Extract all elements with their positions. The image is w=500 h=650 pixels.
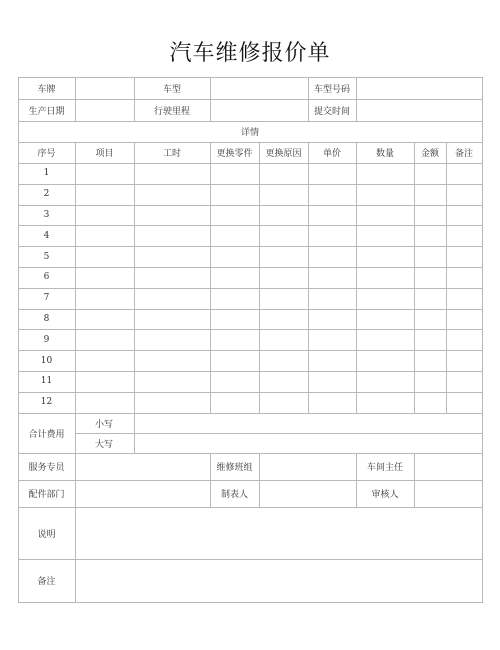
table-cell[interactable] (308, 371, 356, 392)
preparer-label: 制表人 (220, 490, 248, 500)
table-cell[interactable] (75, 288, 134, 309)
column-header-3: 工时 (162, 149, 181, 159)
table-cell[interactable] (308, 350, 356, 371)
table-cell[interactable] (308, 329, 356, 350)
repair-team-field[interactable] (259, 453, 356, 480)
row-number: 9 (43, 334, 50, 345)
table-cell[interactable] (356, 225, 414, 246)
table-cell[interactable] (259, 205, 308, 226)
table-cell[interactable] (308, 246, 356, 267)
table-cell[interactable] (75, 246, 134, 267)
table-cell[interactable] (308, 288, 356, 309)
table-cell[interactable] (134, 225, 210, 246)
table-cell[interactable] (356, 288, 414, 309)
reviewer-label: 审核人 (371, 490, 399, 500)
total-label: 合计费用 (28, 429, 65, 440)
submit-time-field[interactable] (356, 99, 482, 121)
row-number: 1 (43, 168, 50, 179)
table-cell[interactable] (414, 371, 446, 392)
repair-team-label: 维修班组 (216, 463, 253, 473)
table-cell[interactable] (446, 371, 482, 392)
table-cell[interactable] (210, 163, 259, 184)
table-cell[interactable] (446, 329, 482, 350)
column-header-4: 更换零件 (216, 149, 253, 159)
row-number: 10 (40, 355, 53, 366)
table-cell[interactable] (446, 288, 482, 309)
table-cell[interactable] (356, 184, 414, 205)
model-field[interactable] (210, 77, 308, 99)
table-cell[interactable] (210, 329, 259, 350)
table-cell[interactable] (210, 267, 259, 288)
table-cell[interactable] (134, 329, 210, 350)
table-cell[interactable] (75, 392, 134, 413)
table-cell[interactable] (308, 267, 356, 288)
plate-label: 车牌 (37, 84, 56, 95)
table-cell[interactable] (259, 309, 308, 330)
table-cell[interactable] (446, 184, 482, 205)
table-cell[interactable] (414, 392, 446, 413)
row-number: 6 (43, 272, 50, 283)
parts-dept-label: 配件部门 (28, 490, 65, 500)
table-cell[interactable] (259, 184, 308, 205)
column-header-6: 单价 (322, 149, 341, 159)
production-date-field[interactable] (75, 99, 134, 121)
table-cell[interactable] (134, 309, 210, 330)
column-header-1: 序号 (37, 149, 56, 159)
table-cell[interactable] (414, 184, 446, 205)
table-cell[interactable] (210, 246, 259, 267)
table-cell[interactable] (308, 205, 356, 226)
table-cell[interactable] (356, 267, 414, 288)
table-cell[interactable] (134, 350, 210, 371)
table-cell[interactable] (259, 392, 308, 413)
column-header-5: 更换原因 (265, 149, 302, 159)
table-cell[interactable] (75, 163, 134, 184)
table-cell[interactable] (414, 329, 446, 350)
table-cell[interactable] (446, 309, 482, 330)
table-cell[interactable] (414, 350, 446, 371)
table-cell[interactable] (356, 205, 414, 226)
row-number: 3 (43, 209, 50, 220)
mileage-label: 行驶里程 (153, 106, 190, 117)
row-number: 12 (40, 397, 53, 408)
row-number: 4 (43, 230, 50, 241)
description-field[interactable] (75, 507, 482, 559)
table-cell[interactable] (75, 371, 134, 392)
table-cell[interactable] (134, 184, 210, 205)
remarks-label: 备注 (37, 577, 56, 587)
row-number: 8 (43, 313, 50, 324)
table-cell[interactable] (210, 225, 259, 246)
grid-vline (482, 77, 483, 602)
plate-field[interactable] (75, 77, 134, 99)
table-cell[interactable] (75, 350, 134, 371)
page-title: 汽车维修报价单 (169, 41, 331, 66)
remarks-field[interactable] (75, 559, 482, 602)
table-cell[interactable] (414, 163, 446, 184)
details-label: 详情 (240, 128, 259, 138)
table-cell[interactable] (134, 371, 210, 392)
total-lowercase-field[interactable] (134, 413, 482, 433)
table-cell[interactable] (356, 329, 414, 350)
service-rep-field[interactable] (75, 453, 210, 480)
table-cell[interactable] (259, 267, 308, 288)
table-cell[interactable] (446, 163, 482, 184)
table-cell[interactable] (414, 267, 446, 288)
table-cell[interactable] (210, 309, 259, 330)
table-cell[interactable] (259, 329, 308, 350)
row-number: 2 (43, 189, 50, 200)
table-cell[interactable] (356, 309, 414, 330)
table-cell[interactable] (446, 205, 482, 226)
table-cell[interactable] (134, 205, 210, 226)
table-cell[interactable] (446, 225, 482, 246)
column-header-2: 项目 (95, 149, 114, 159)
table-cell[interactable] (356, 392, 414, 413)
column-header-9: 备注 (454, 149, 473, 159)
table-cell[interactable] (210, 184, 259, 205)
table-cell[interactable] (356, 371, 414, 392)
parts-dept-field[interactable] (75, 480, 210, 507)
column-header-8: 金额 (420, 149, 439, 159)
table-cell[interactable] (75, 329, 134, 350)
table-cell[interactable] (75, 205, 134, 226)
table-cell[interactable] (308, 225, 356, 246)
row-number: 5 (43, 251, 50, 262)
table-cell[interactable] (75, 309, 134, 330)
table-cell[interactable] (446, 392, 482, 413)
column-header-7: 数量 (375, 149, 394, 159)
table-cell[interactable] (414, 288, 446, 309)
table-cell[interactable] (259, 225, 308, 246)
grid-hline (18, 602, 483, 603)
table-cell[interactable] (134, 288, 210, 309)
model-label: 车型 (162, 84, 181, 95)
table-cell[interactable] (308, 184, 356, 205)
table-cell[interactable] (414, 309, 446, 330)
quote-form (18, 77, 482, 602)
row-number: 7 (43, 293, 50, 304)
table-cell[interactable] (446, 267, 482, 288)
table-cell[interactable] (210, 371, 259, 392)
table-cell[interactable] (356, 350, 414, 371)
workshop-head-label: 车间主任 (366, 463, 403, 473)
table-cell[interactable] (75, 184, 134, 205)
table-cell[interactable] (134, 392, 210, 413)
table-cell[interactable] (75, 225, 134, 246)
table-cell[interactable] (259, 350, 308, 371)
table-cell[interactable] (414, 205, 446, 226)
table-cell[interactable] (134, 267, 210, 288)
table-cell[interactable] (210, 288, 259, 309)
preparer-field[interactable] (259, 480, 356, 507)
table-cell[interactable] (308, 309, 356, 330)
table-cell[interactable] (446, 350, 482, 371)
mileage-field[interactable] (210, 99, 308, 121)
table-cell[interactable] (210, 350, 259, 371)
table-cell[interactable] (259, 371, 308, 392)
table-cell[interactable] (446, 246, 482, 267)
table-cell[interactable] (414, 225, 446, 246)
table-cell[interactable] (259, 246, 308, 267)
reviewer-field[interactable] (414, 480, 482, 507)
table-cell[interactable] (356, 163, 414, 184)
table-cell[interactable] (259, 163, 308, 184)
row-number: 11 (40, 376, 53, 387)
table-cell[interactable] (210, 205, 259, 226)
table-cell[interactable] (75, 267, 134, 288)
description-label: 说明 (37, 529, 56, 540)
model-code-label: 车型号码 (313, 84, 350, 95)
table-cell[interactable] (414, 246, 446, 267)
table-cell[interactable] (134, 246, 210, 267)
total-lowercase-label: 小写 (95, 419, 114, 430)
production-date-label: 生产日期 (28, 106, 65, 117)
table-cell[interactable] (134, 163, 210, 184)
table-cell[interactable] (308, 163, 356, 184)
model-code-field[interactable] (356, 77, 482, 99)
total-uppercase-label: 大写 (95, 439, 114, 450)
table-cell[interactable] (308, 392, 356, 413)
total-uppercase-field[interactable] (134, 433, 482, 453)
submit-time-label: 提交时间 (313, 106, 350, 117)
table-cell[interactable] (210, 392, 259, 413)
workshop-head-field[interactable] (414, 453, 482, 480)
service-rep-label: 服务专员 (28, 463, 65, 473)
table-cell[interactable] (356, 246, 414, 267)
table-cell[interactable] (259, 288, 308, 309)
